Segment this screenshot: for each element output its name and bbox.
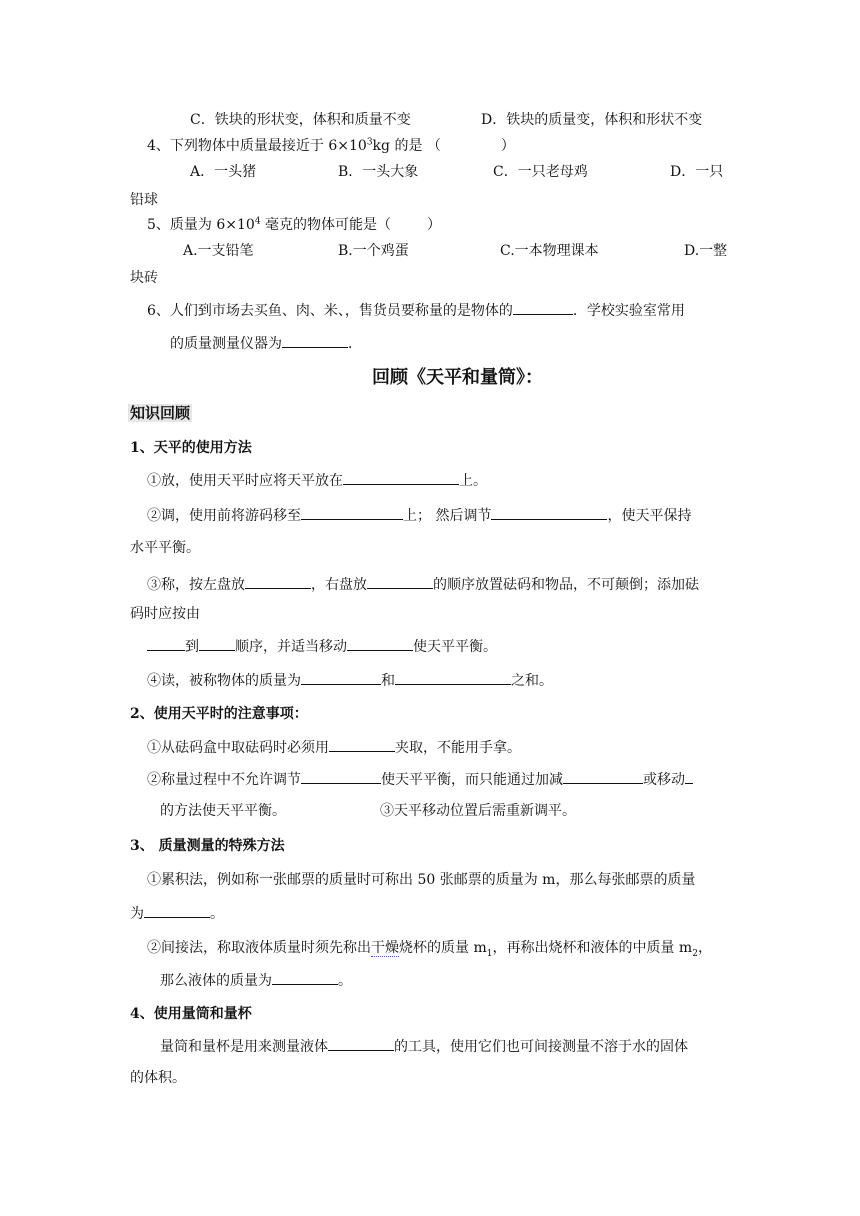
answer-blank[interactable] [147,636,185,651]
s1-tiao: ②调，使用前将游码移至 上； 然后调节 ，使天平保持 [147,505,691,526]
answer-blank[interactable] [245,574,311,589]
knowledge-heading: 知识回顾 [130,404,191,422]
q5-option-a: A.一支铅笔 [183,243,254,259]
answer-blank[interactable] [343,470,459,485]
answer-blank[interactable] [367,574,433,589]
s1-tiao-cont: 水平平衡。 [130,540,200,556]
q4-stem: 4、下列物体中质量最接近于 $6\times 10^3kg$ 的是 （ ） [147,137,515,154]
answer-blank[interactable] [301,769,381,784]
q5-stem: 5、质量为 $6\times 10^4$ 毫克的物体可能是（ ） [147,216,441,233]
s1-heading: 1、天平的使用方法 [130,440,252,456]
q3-option-d: D．铁块的质量变，体积和形状不变 [481,112,703,128]
answer-blank[interactable] [329,737,395,752]
q4-option-c: C．一只老母鸡 [493,164,588,180]
s1-fang: ①放，使用天平时应将天平放在 上。 [147,470,487,491]
s2-note2: ②称量过程中不允许调节 使天平平衡，而只能通过加减 或移动 [147,769,693,790]
q5-option-c: C.一本物理课本 [500,243,599,259]
s4-paragraph: 量筒和量杯是用来测量液体 的工具，使用它们也可间接测量不溶于水的固体 [160,1036,688,1057]
q6-line2: 的质量测量仪器为 ． [170,333,362,354]
q4-option-a: A．一头猪 [190,164,257,180]
answer-blank[interactable] [301,505,403,520]
s1-du: ④读，被称物体的质量为 和 之和。 [147,670,553,691]
answer-blank[interactable] [199,636,235,651]
answer-blank[interactable] [685,769,693,784]
s3-method2-cont: 那么液体的质量为 。 [160,970,352,991]
q3-option-c: C．铁块的形状变，体积和质量不变 [190,112,411,128]
s3-heading: 3、 质量测量的特殊方法 [130,838,285,854]
s2-heading: 2、使用天平时的注意事项： [130,706,308,722]
s2-note1: ①从砝码盒中取砝码时必须用 夹取，不能用手拿。 [147,737,521,758]
q5-option-b: B.一个鸡蛋 [338,243,409,259]
s4-heading: 4、使用量筒和量杯 [130,1006,252,1022]
answer-blank[interactable] [144,903,210,918]
s4-paragraph-cont: 的体积。 [130,1070,186,1086]
s3-method1-cont: 为 。 [130,903,224,924]
answer-blank[interactable] [301,670,381,685]
s2-note3: ③天平移动位置后需重新调平。 [380,803,576,819]
answer-blank[interactable] [272,970,338,985]
answer-blank[interactable] [563,769,643,784]
answer-blank[interactable] [513,300,573,315]
q4-option-d-cont: 铅球 [130,192,158,208]
q5-option-d: D.一整 [684,243,728,259]
q6-line1: 6、人们到市场去买鱼、肉、米、，售货员要称量的是物体的 ．学校实验室常用 [147,300,685,321]
s1-cheng-cont: 码时应按由 [130,606,200,622]
s3-method2: ②间接法，称取液体质量时须先称出干燥烧杯的质量 $m_1$，再称出烧杯和液体的中质量 $m_2$， [147,940,712,959]
answer-blank[interactable] [491,505,607,520]
q4-option-d: D．一只 [670,164,724,180]
answer-blank[interactable] [347,636,413,651]
s1-cheng: ③称，按左盘放 ，右盘放 的顺序放置砝码和物品，不可颠倒；添加砝 [147,574,699,595]
section-title: 回顾《天平和量筒》： [372,367,543,388]
q5-option-d-cont: 块砖 [130,270,158,286]
answer-blank[interactable] [328,1036,394,1051]
answer-blank[interactable] [282,333,348,348]
s1-order: 到 顺序，并适当移动 使天平平衡。 [147,636,497,657]
s3-method1: ①累积法，例如称一张邮票的质量时可称出 50 张邮票的质量为 m，那么每张邮票的质量 [147,872,696,888]
q4-option-b: B．一头大象 [338,164,419,180]
s2-note2-cont: 的方法使天平平衡。 [160,803,286,819]
answer-blank[interactable] [395,670,511,685]
